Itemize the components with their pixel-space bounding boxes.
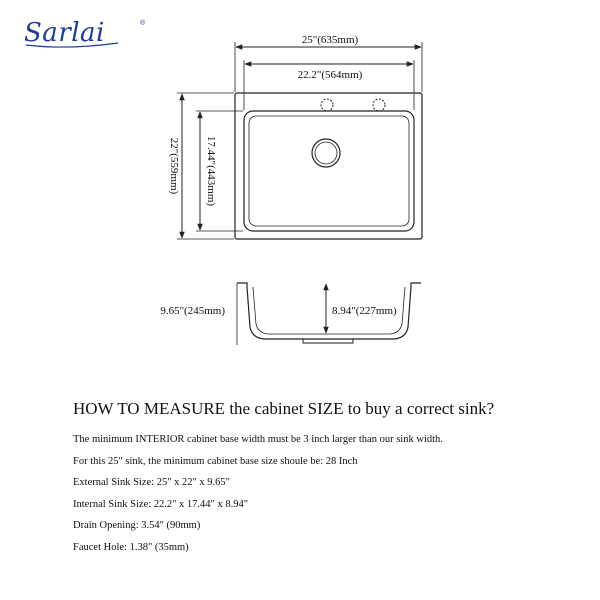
registered-mark: ®: [140, 20, 146, 27]
brand-name: Sarlai: [24, 18, 105, 48]
top-view: [168, 34, 422, 239]
outer-width-label: 25"(635mm): [301, 34, 359, 46]
outer-depth-label: 22"(559mm): [168, 137, 180, 195]
spec-list: [73, 433, 443, 562]
drain-inner-icon: [315, 142, 337, 164]
inner-height-label: 8.94"(227mm): [332, 305, 397, 317]
sink-outer-rim: [235, 93, 422, 239]
faucet-hole-left-icon: [321, 99, 333, 111]
spec-cabinet-rule: The minimum INTERIOR cabinet base width must be 3 inch larger than our sink width.: [73, 434, 443, 445]
sink-bowl-inner: [249, 116, 409, 226]
spec-min-cabinet: For this 25" sink, the minimum cabinet base size shoule be: 28 Inch: [73, 455, 358, 467]
spec-external-size: External Sink Size: 25" x 22" x 9.65": [73, 477, 230, 488]
outer-height-label: 9.65"(245mm): [160, 305, 225, 317]
spec-drain-opening: Drain Opening: 3.54" (90mm): [73, 520, 201, 531]
inner-width-label: 22.2"(564mm): [297, 69, 363, 81]
sink-bowl-outer: [244, 111, 414, 231]
inner-depth-label: 17.44"(443mm): [205, 135, 217, 207]
side-view: [160, 283, 421, 345]
measure-heading: HOW TO MEASURE the cabinet SIZE to buy a correct sink?: [73, 399, 495, 418]
rim-left: [237, 283, 247, 287]
rim-right: [411, 283, 421, 287]
faucet-hole-right-icon: [373, 99, 385, 111]
spec-internal-size: Internal Sink Size: 22.2" x 17.44" x 8.94": [73, 498, 249, 510]
spec-faucet-hole: Faucet Hole: 1.38" (35mm): [73, 541, 189, 553]
drain-outer-icon: [312, 139, 340, 167]
